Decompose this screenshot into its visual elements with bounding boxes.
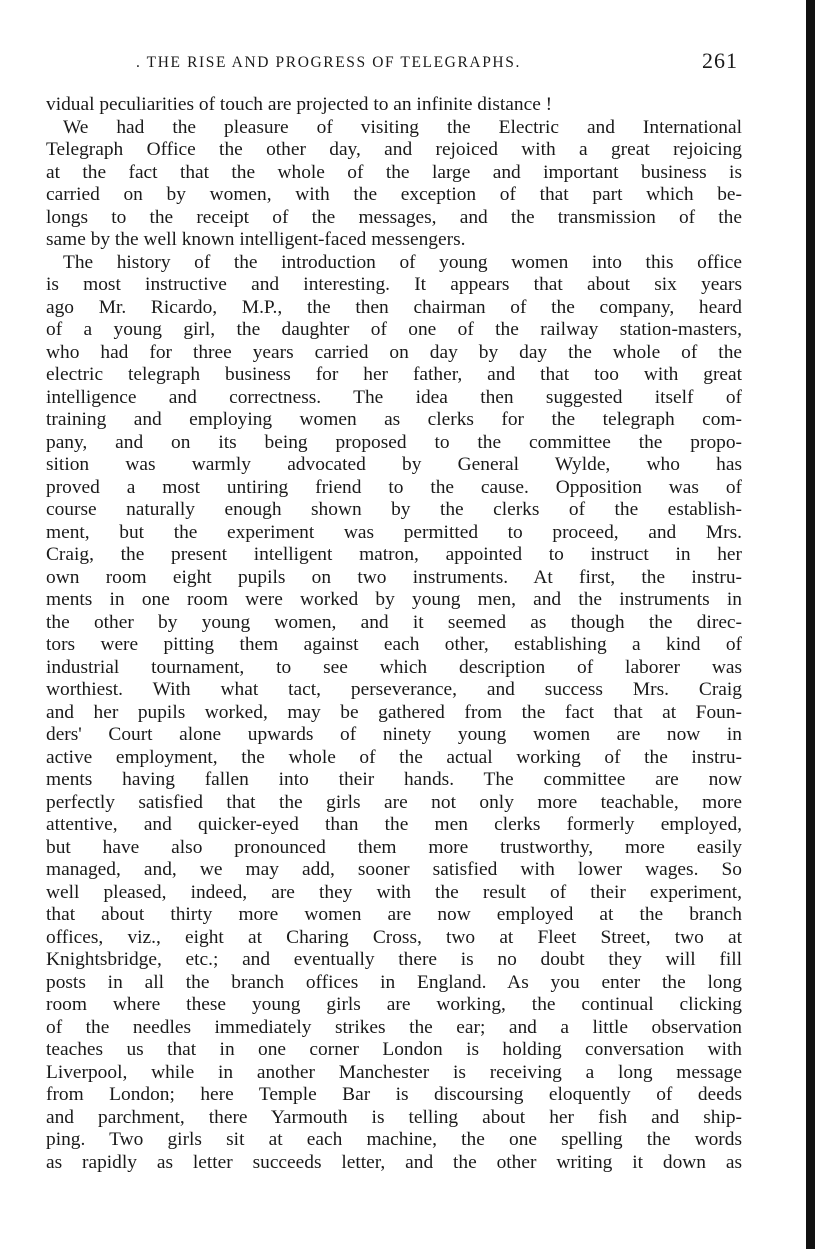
text-line: worthiest. With what tact, perseverance, and success Mrs. Craig — [46, 679, 742, 700]
text-line: carried on by women, with the exception of that part which be- — [46, 184, 742, 205]
text-line: the other by young women, and it seemed as though the direc- — [46, 611, 742, 633]
text-line: room where these young girls are working, the continual clicking — [46, 994, 742, 1015]
text-line: longs to the receipt of the messages, and the transmission of the — [46, 206, 742, 228]
text-line: posts in all the branch offices in England. As you enter the long — [46, 971, 742, 993]
text-line: active employment, the whole of the actual working of the instru- — [46, 746, 742, 768]
text-line: is most instructive and interesting. It appears that about six years — [46, 274, 742, 295]
text-line: proved a most untiring friend to the cause. Opposition was of — [46, 476, 742, 498]
text-line: ago Mr. Ricardo, M.P., the then chairman of the company, heard — [46, 296, 742, 318]
running-title: . THE RISE AND PROGRESS OF TELEGRAPHS. — [136, 54, 521, 71]
text-line: ments in one room were worked by young men, and the instruments in — [46, 589, 742, 610]
text-line: tors were pitting them against each other, establishing a kind of — [46, 634, 742, 655]
text-line: and parchment, there Yarmouth is telling about her fish and ship- — [46, 1106, 742, 1128]
text-line: same by the well known intelligent-faced messengers. — [46, 229, 466, 250]
text-line: of the needles immediately strikes the ear; and a little observation — [46, 1016, 742, 1038]
text-line: course naturally enough shown by the clerks of the establish- — [46, 499, 742, 520]
text-line: Telegraph Office the other day, and rejoiced with a great rejoicing — [46, 139, 742, 160]
text-line: offices, viz., eight at Charing Cross, two at Fleet Street, two at — [46, 926, 742, 948]
text-line: perfectly satisfied that the girls are not only more teachable, more — [46, 791, 742, 813]
text-line: at the fact that the whole of the large and important business is — [46, 161, 742, 183]
text-line: vidual peculiarities of touch are projected to an infinite distance ! — [46, 94, 553, 115]
page-number: 261 — [702, 48, 738, 73]
text-line: intelligence and correctness. The idea then suggested itself of — [46, 386, 742, 408]
text-line: Liverpool, while in another Manchester is receiving a long message — [46, 1061, 742, 1083]
text-line: ders' Court alone upwards of ninety young women are now in — [46, 724, 742, 745]
text-line: teaches us that in one corner London is holding conversation with — [46, 1039, 742, 1060]
text-line: sition was warmly advocated by General Wylde, who has — [46, 454, 742, 475]
text-line: who had for three years carried on day by day the whole of the — [46, 341, 742, 363]
text-line: that about thirty more women are now employed at the branch — [46, 904, 742, 925]
text-line: of a young girl, the daughter of one of the railway station-masters, — [46, 319, 742, 340]
text-line: but have also pronounced them more trustworthy, more easily — [46, 836, 742, 858]
text-line: Knightsbridge, etc.; and eventually there is no doubt they will fill — [46, 949, 742, 970]
text-line: ping. Two girls sit at each machine, the one spelling the words — [46, 1129, 742, 1150]
text-line: Craig, the present intelligent matron, appointed to instruct in her — [46, 544, 742, 565]
text-line: electric telegraph business for her father, and that too with great — [46, 364, 742, 385]
text-line: pany, and on its being proposed to the committee the propo- — [46, 431, 742, 453]
scan-edge-bar — [806, 0, 815, 1249]
text-line: as rapidly as letter succeeds letter, and the other writing it down as — [46, 1151, 742, 1173]
text-line: managed, and, we may add, sooner satisfied with lower wages. So — [46, 859, 742, 880]
text-line: training and employing women as clerks for the telegraph com- — [46, 409, 742, 430]
text-line: industrial tournament, to see which description of laborer was — [46, 656, 742, 678]
text-line: well pleased, indeed, are they with the result of their experiment, — [46, 881, 742, 903]
text-line: We had the pleasure of visiting the Electric and International — [63, 116, 742, 138]
text-line: own room eight pupils on two instruments. At first, the instru- — [46, 566, 742, 588]
body-text — [46, 94, 742, 1174]
text-line: attentive, and quicker-eyed than the men clerks formerly employed, — [46, 814, 742, 835]
text-line: ment, but the experiment was permitted to proceed, and Mrs. — [46, 521, 742, 543]
page-header — [118, 50, 738, 80]
text-line: from London; here Temple Bar is discoursing eloquently of deeds — [46, 1084, 742, 1105]
text-line: and her pupils worked, may be gathered from the fact that at Foun- — [46, 701, 742, 723]
text-line: The history of the introduction of young women into this office — [63, 251, 742, 273]
text-line: ments having fallen into their hands. The committee are now — [46, 769, 742, 790]
